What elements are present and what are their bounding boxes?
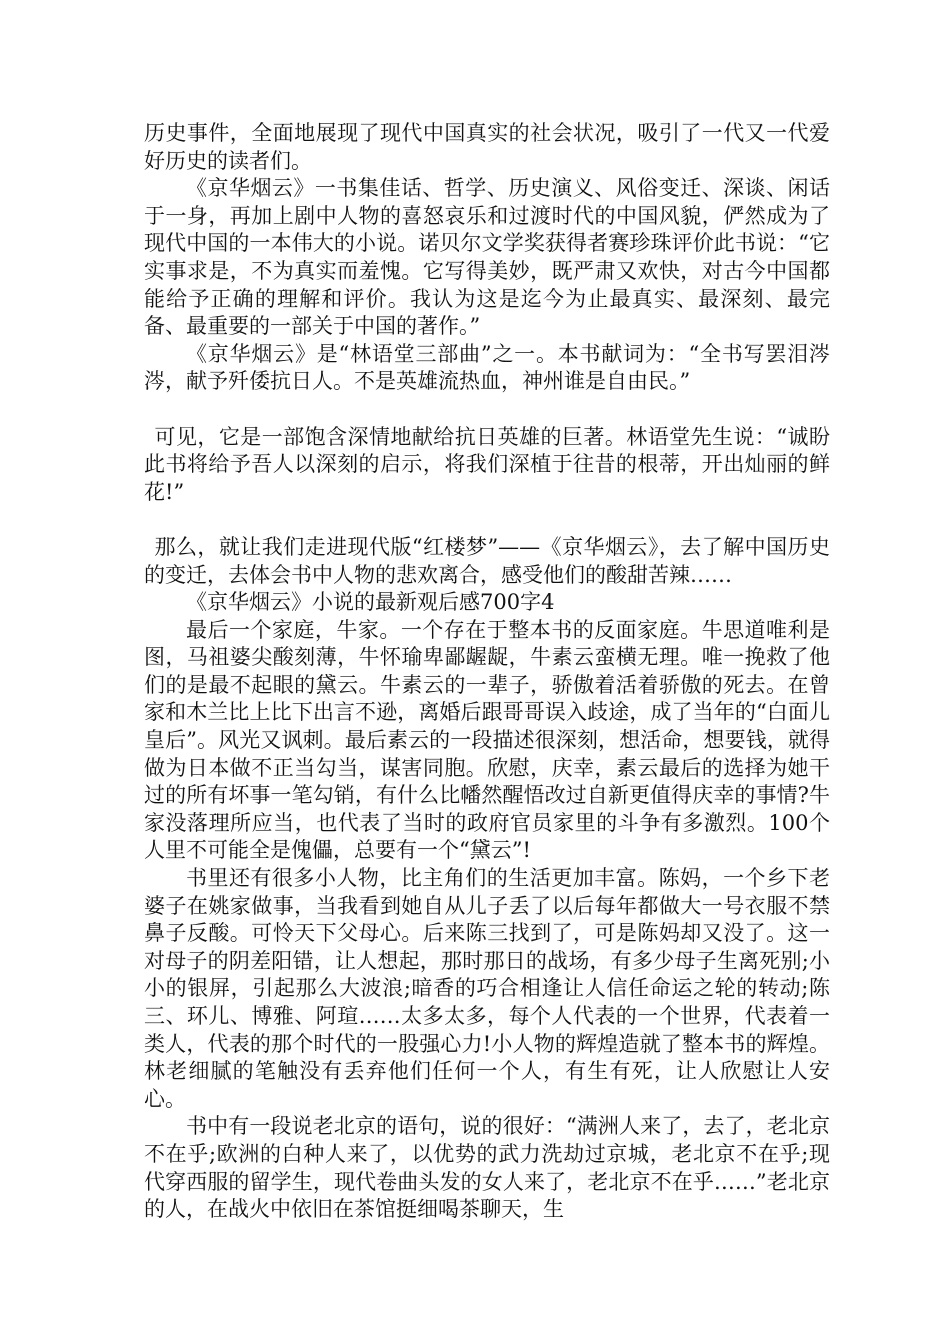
paragraph-invitation: 那么，就让我们走进现代版“红楼梦”——《京华烟云》，去了解中国历史的变迁，去体会书中人物的悲欢离合，感受他们的酸甜苦辣……: [144, 534, 830, 587]
paragraph-old-beijing: 书中有一段说老北京的语句，说的很好：“满洲人来了，去了，老北京不在乎;欧洲的白种人来了，以优势的武力洗劫过京城，老北京不在乎;现代穿西服的留学生，现代卷曲头发的女人来了，老北京不在乎……”老北京的人，在战火中依旧在茶馆挺细喝茶聊天，生: [144, 1114, 830, 1222]
blank-line: [144, 506, 830, 534]
paragraph-dedication: 《京华烟云》是“林语堂三部曲”之一。本书献词为：“全书写罢泪涔涔，献予歼倭抗日人。不是英雄流热血，神州谁是自由民。”: [144, 341, 830, 394]
section-heading: 《京华烟云》小说的最新观后感700字4: [186, 590, 555, 615]
paragraph-lin-yutang-quote: 可见，它是一部饱含深情地献给抗日英雄的巨著。林语堂先生说：“诚盼此书将给予吾人以深刻的启示，将我们深植于往昔的根蒂，开出灿丽的鲜花!”: [144, 424, 830, 504]
paragraph-niu-family: 最后一个家庭，牛家。一个存在于整本书的反面家庭。牛思道唯利是图，马祖婆尖酸刻薄，牛怀瑜卑鄙龌龊，牛素云蛮横无理。唯一挽救了他们的是最不起眼的黛云。牛素云的一辈子，骄傲着活着骄傲的死去。在曾家和木兰比上比下出言不逊，离婚后跟哥哥误入歧途，成了当年的“白面儿皇后”。风光又讽刺。最后素云的一段描述很深刻，想活命，想要钱，就得做为日本做不正当勾当，谋害同胞。欣慰，庆幸，素云最后的选择为她干过的所有坏事一笔勾销，有什么比幡然醒悟改过自新更值得庆幸的事情?牛家没落理所应当，也代表了当时的政府官员家里的斗争有多激烈。100个人里不可能全是傀儡，总要有一个“黛云”!: [144, 617, 830, 863]
paragraph-book-overview: 《京华烟云》一书集佳话、哲学、历史演义、风俗变迁、深谈、闲话于一身，再加上剧中人物的喜怒哀乐和过渡时代的中国风貌，俨然成为了现代中国的一本伟大的小说。诺贝尔文学奖获得者赛珍珠评价此书说：“它实事求是，不为真实而羞愧。它写得美妙，既严肃又欢快，对古今中国都能给予正确的理解和评价。我认为这是迄今为止最真实、最深刻、最完备、最重要的一部关于中国的著作。”: [144, 176, 830, 339]
document-body: [144, 120, 830, 1224]
paragraph-history-continuation: 历史事件，全面地展现了现代中国真实的社会状况，吸引了一代又一代爱好历史的读者们。: [144, 121, 830, 173]
blank-line: [144, 396, 830, 424]
paragraph-minor-characters: 书里还有很多小人物，比主角们的生活更加丰富。陈妈，一个乡下老婆子在姚家做事，当我看到她自从儿子丢了以后每年都做大一号衣服不禁鼻子反酸。可怜天下父母心。后来陈三找到了，可是陈妈却又没了。这一对母子的阴差阳错，让人想起，那时那日的战场，有多少母子生离死别;小小的银屏，引起那么大波浪;暗香的巧合相逢让人信任命运之轮的转动;陈三、环儿、博雅、阿瑄……太多太多，每个人代表的一个世界，代表着一类人，代表的那个时代的一股强心力!小人物的辉煌造就了整本书的辉煌。林老细腻的笔触没有丢弃他们任何一个人，有生有死，让人欣慰让人安心。: [144, 866, 830, 1111]
